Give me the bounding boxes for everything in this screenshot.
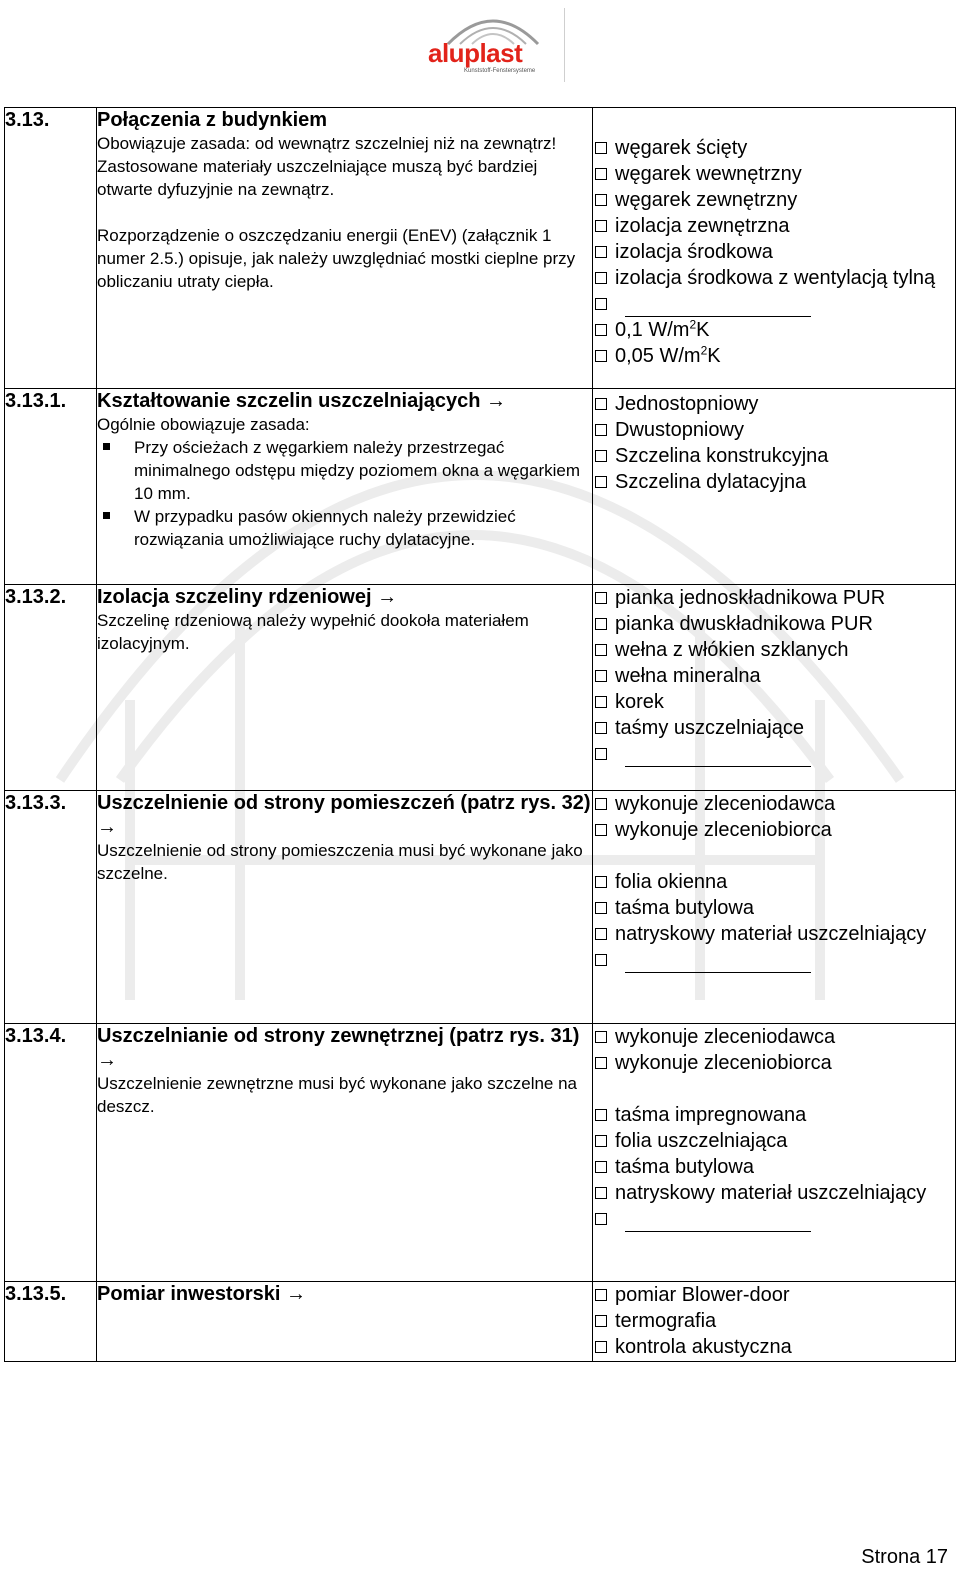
checkbox-icon[interactable] xyxy=(595,618,607,630)
option-blank[interactable] xyxy=(593,1206,955,1232)
checkbox-icon[interactable] xyxy=(595,1213,607,1225)
option-item[interactable]: izolacja zewnętrzna xyxy=(593,213,955,239)
checkbox-icon[interactable] xyxy=(595,272,607,284)
section-intro: Ogólnie obowiązuje zasada: xyxy=(97,415,310,434)
fill-in-line[interactable] xyxy=(625,953,811,973)
table-row-3-13-4 xyxy=(5,1024,956,1282)
options-cell xyxy=(593,1024,956,1282)
section-number: 3.13.2. xyxy=(5,585,97,791)
option-item[interactable]: wełna z włókien szklanych xyxy=(593,637,955,663)
checkbox-icon[interactable] xyxy=(595,876,607,888)
options-cell xyxy=(593,585,956,791)
option-item[interactable]: izolacja środkowa z wentylacją tylną xyxy=(593,265,955,291)
option-item[interactable]: taśma butylowa xyxy=(593,895,955,921)
list-item: Przy ościeżach z węgarkiem należy przestrzegać minimalnego odstępu między poziomem okna a węgarkiem 10 mm. xyxy=(97,436,592,505)
section-content xyxy=(97,108,593,389)
option-item[interactable]: wykonuje zleceniodawca xyxy=(593,791,955,817)
fill-in-line[interactable] xyxy=(625,1212,811,1232)
section-text: Zastosowane materiały uszczelniające muszą być bardziej otwarte dyfuzyjnie na zewnątrz. xyxy=(97,157,538,199)
arrow-right-icon: → xyxy=(97,816,117,838)
checkbox-icon[interactable] xyxy=(595,1187,607,1199)
option-item[interactable]: Dwustopniowy xyxy=(593,417,955,443)
section-heading: Uszczelnianie od strony zewnętrznej (patrz rys. 31) → xyxy=(97,1025,580,1071)
checkbox-icon[interactable] xyxy=(595,424,607,436)
section-heading: Uszczelnienie od strony pomieszczeń (patrz rys. 32) → xyxy=(97,792,591,838)
option-item[interactable]: taśmy uszczelniające xyxy=(593,715,955,741)
checkbox-icon[interactable] xyxy=(595,748,607,760)
option-item[interactable]: folia uszczelniająca xyxy=(593,1128,955,1154)
checkbox-icon[interactable] xyxy=(595,696,607,708)
option-item[interactable]: termografia xyxy=(593,1308,955,1334)
section-heading: Izolacja szczeliny rdzeniowej → xyxy=(97,586,398,608)
option-item[interactable]: wykonuje zleceniobiorca xyxy=(593,1050,955,1076)
section-number: 3.13. xyxy=(5,108,97,389)
option-item[interactable]: węgarek wewnętrzny xyxy=(593,161,955,187)
checkbox-icon[interactable] xyxy=(595,1315,607,1327)
option-item[interactable]: taśma impregnowana xyxy=(593,1102,955,1128)
arrow-right-icon: → xyxy=(97,1049,117,1071)
options-cell xyxy=(593,108,956,389)
checkbox-icon[interactable] xyxy=(595,450,607,462)
option-item[interactable]: wykonuje zleceniobiorca xyxy=(593,817,955,843)
bullet-list xyxy=(97,436,592,551)
bullet-icon xyxy=(103,512,110,519)
section-content xyxy=(97,585,593,791)
logo-tagline: Kunststoff-Fenstersysteme xyxy=(464,68,536,74)
option-item[interactable]: Szczelina dylatacyjna xyxy=(593,469,955,495)
option-blank[interactable] xyxy=(593,741,955,767)
section-number: 3.13.5. xyxy=(5,1282,97,1362)
option-item[interactable]: 0,1 $W/m^2K$ xyxy=(593,317,955,343)
option-item[interactable]: wełna mineralna xyxy=(593,663,955,689)
checkbox-icon[interactable] xyxy=(595,1161,607,1173)
checkbox-icon[interactable] xyxy=(595,644,607,656)
checkbox-icon[interactable] xyxy=(595,902,607,914)
checkbox-icon[interactable] xyxy=(595,954,607,966)
table-row-3-13-2 xyxy=(5,585,956,791)
section-text: Obowiązuje zasada: od wewnątrz szczelniej niż na zewnątrz! xyxy=(97,134,557,153)
checkbox-icon[interactable] xyxy=(595,824,607,836)
checkbox-icon[interactable] xyxy=(595,1031,607,1043)
section-heading: Kształtowanie szczelin uszczelniających → xyxy=(97,390,507,412)
checkbox-icon[interactable] xyxy=(595,142,607,154)
table-row-3-13 xyxy=(5,108,956,389)
requirements-table xyxy=(4,107,956,1362)
aluplast-logo xyxy=(422,6,552,78)
option-blank[interactable] xyxy=(593,947,955,973)
checkbox-icon[interactable] xyxy=(595,168,607,180)
table-row-3-13-1 xyxy=(5,389,956,585)
option-item[interactable]: izolacja środkowa xyxy=(593,239,955,265)
checkbox-icon[interactable] xyxy=(595,398,607,410)
options-cell xyxy=(593,389,956,585)
checkbox-icon[interactable] xyxy=(595,1289,607,1301)
checkbox-icon[interactable] xyxy=(595,1057,607,1069)
logo-divider xyxy=(564,8,565,82)
checkbox-icon[interactable] xyxy=(595,1109,607,1121)
option-item[interactable]: pianka jednoskładnikowa PUR xyxy=(593,585,955,611)
fill-in-line[interactable] xyxy=(625,297,811,317)
section-heading: Połączenia z budynkiem xyxy=(97,109,328,131)
option-item[interactable]: Jednostopniowy xyxy=(593,391,955,417)
section-content xyxy=(97,791,593,1024)
arrow-right-icon: → xyxy=(285,1283,306,1305)
option-item[interactable]: wykonuje zleceniodawca xyxy=(593,1024,955,1050)
checkbox-icon[interactable] xyxy=(595,298,607,310)
checkbox-icon[interactable] xyxy=(595,670,607,682)
checkbox-icon[interactable] xyxy=(595,592,607,604)
option-item[interactable]: folia okienna xyxy=(593,869,955,895)
section-content xyxy=(97,1024,593,1282)
option-item[interactable]: 0,05 $W/m^2K$ xyxy=(593,343,955,369)
option-item[interactable]: Szczelina konstrukcyjna xyxy=(593,443,955,469)
bullet-icon xyxy=(103,443,110,450)
section-number: 3.13.4. xyxy=(5,1024,97,1282)
checkbox-icon[interactable] xyxy=(595,1341,607,1353)
section-content xyxy=(97,389,593,585)
checkbox-icon[interactable] xyxy=(595,350,607,362)
checkbox-icon[interactable] xyxy=(595,798,607,810)
section-number: 3.13.1. xyxy=(5,389,97,585)
checkbox-icon[interactable] xyxy=(595,220,607,232)
arrow-right-icon: → xyxy=(377,586,398,608)
option-blank[interactable] xyxy=(593,291,955,317)
option-item[interactable]: węgarek zewnętrzny xyxy=(593,187,955,213)
table-row-3-13-3 xyxy=(5,791,956,1024)
option-item[interactable]: pomiar Blower-door xyxy=(593,1282,955,1308)
checkbox-icon[interactable] xyxy=(595,928,607,940)
checkbox-icon[interactable] xyxy=(595,1135,607,1147)
option-item[interactable]: pianka dwuskładnikowa PUR xyxy=(593,611,955,637)
option-item[interactable]: korek xyxy=(593,689,955,715)
section-content xyxy=(97,1282,593,1362)
list-item: W przypadku pasów okiennych należy przewidzieć rozwiązania umożliwiające ruchy dylatacyjne. xyxy=(97,505,592,551)
arrow-right-icon: → xyxy=(486,390,507,412)
section-text: Rozporządzenie o oszczędzaniu energii (EnEV) (załącznik 1 numer 2.5.) opisuje, jak należy uwzględniać mostki cieplne przy obliczaniu utraty ciepła. xyxy=(97,226,576,291)
checkbox-icon[interactable] xyxy=(595,246,607,258)
fill-in-line[interactable] xyxy=(625,747,811,767)
option-item[interactable]: kontrola akustyczna xyxy=(593,1334,955,1360)
checkbox-icon[interactable] xyxy=(595,324,607,336)
options-cell xyxy=(593,791,956,1024)
table-row-3-13-5 xyxy=(5,1282,956,1362)
section-text: Uszczelnienie od strony pomieszczenia musi być wykonane jako szczelne. xyxy=(97,841,583,883)
options-cell xyxy=(593,1282,956,1362)
section-text: Uszczelnienie zewnętrzne musi być wykonane jako szczelne na deszcz. xyxy=(97,1074,578,1116)
page-number: Strona 17 xyxy=(861,1546,948,1568)
section-heading: Pomiar inwestorski → xyxy=(97,1283,306,1305)
option-item[interactable]: natryskowy materiał uszczelniający xyxy=(593,1180,955,1206)
option-item[interactable]: taśma butylowa xyxy=(593,1154,955,1180)
logo-wordmark: aluplast xyxy=(428,38,523,68)
section-text: Szczelinę rdzeniową należy wypełnić dookoła materiałem izolacyjnym. xyxy=(97,611,529,653)
option-item[interactable]: węgarek ścięty xyxy=(593,135,955,161)
checkbox-icon[interactable] xyxy=(595,722,607,734)
option-item[interactable]: natryskowy materiał uszczelniający xyxy=(593,921,955,947)
checkbox-icon[interactable] xyxy=(595,194,607,206)
section-number: 3.13.3. xyxy=(5,791,97,1024)
checkbox-icon[interactable] xyxy=(595,476,607,488)
